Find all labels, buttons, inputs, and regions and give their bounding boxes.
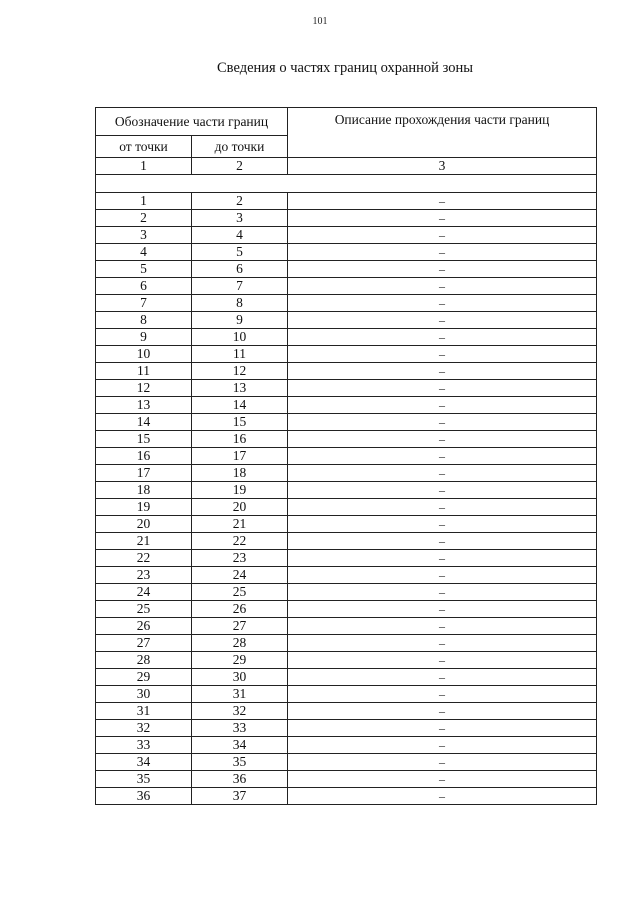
table-row (96, 312, 597, 329)
description-cell: – (288, 380, 597, 397)
table-row (96, 380, 597, 397)
to-point-cell: 8 (192, 295, 288, 312)
to-point-cell: 26 (192, 601, 288, 618)
to-point-cell: 15 (192, 414, 288, 431)
table-row (96, 737, 597, 754)
to-point-cell: 9 (192, 312, 288, 329)
description-cell: – (288, 414, 597, 431)
to-point-cell: 27 (192, 618, 288, 635)
from-point-cell: 25 (96, 601, 192, 618)
table-row (96, 686, 597, 703)
to-point-cell: 35 (192, 754, 288, 771)
table-row (96, 193, 597, 210)
table-row (96, 295, 597, 312)
to-point-cell: 4 (192, 227, 288, 244)
to-point-cell: 33 (192, 720, 288, 737)
to-point-cell: 19 (192, 482, 288, 499)
description-cell: – (288, 618, 597, 635)
header-to-point: до точки (192, 136, 288, 158)
from-point-cell: 18 (96, 482, 192, 499)
table-row (96, 584, 597, 601)
table-row (96, 227, 597, 244)
description-cell: – (288, 754, 597, 771)
from-point-cell: 13 (96, 397, 192, 414)
description-cell: – (288, 584, 597, 601)
description-cell: – (288, 788, 597, 805)
table-row (96, 448, 597, 465)
from-point-cell: 29 (96, 669, 192, 686)
table-row (96, 210, 597, 227)
table-row (96, 788, 597, 805)
table-row (96, 652, 597, 669)
from-point-cell: 27 (96, 635, 192, 652)
to-point-cell: 20 (192, 499, 288, 516)
from-point-cell: 20 (96, 516, 192, 533)
from-point-cell: 16 (96, 448, 192, 465)
to-point-cell: 16 (192, 431, 288, 448)
to-point-cell: 5 (192, 244, 288, 261)
table-row (96, 363, 597, 380)
from-point-cell: 6 (96, 278, 192, 295)
table-row (96, 244, 597, 261)
description-cell: – (288, 278, 597, 295)
table-row (96, 414, 597, 431)
description-cell: – (288, 771, 597, 788)
from-point-cell: 5 (96, 261, 192, 278)
from-point-cell: 9 (96, 329, 192, 346)
from-point-cell: 35 (96, 771, 192, 788)
description-cell: – (288, 737, 597, 754)
to-point-cell: 37 (192, 788, 288, 805)
section-separator-row (96, 175, 597, 193)
to-point-cell: 10 (192, 329, 288, 346)
from-point-cell: 30 (96, 686, 192, 703)
table-row (96, 771, 597, 788)
table-row (96, 635, 597, 652)
from-point-cell: 34 (96, 754, 192, 771)
to-point-cell: 21 (192, 516, 288, 533)
description-cell: – (288, 329, 597, 346)
description-cell: – (288, 482, 597, 499)
description-cell: – (288, 567, 597, 584)
description-cell: – (288, 601, 597, 618)
description-cell: – (288, 346, 597, 363)
table-row (96, 499, 597, 516)
to-point-cell: 23 (192, 550, 288, 567)
to-point-cell: 32 (192, 703, 288, 720)
from-point-cell: 23 (96, 567, 192, 584)
from-point-cell: 7 (96, 295, 192, 312)
from-point-cell: 32 (96, 720, 192, 737)
description-cell: – (288, 669, 597, 686)
column-number-row (96, 158, 597, 175)
table-row (96, 516, 597, 533)
table-row (96, 533, 597, 550)
page-number: 101 (312, 16, 328, 27)
description-cell: – (288, 652, 597, 669)
from-point-cell: 2 (96, 210, 192, 227)
boundary-table-body (96, 108, 597, 805)
boundary-table (95, 107, 597, 805)
description-cell: – (288, 448, 597, 465)
from-point-cell: 21 (96, 533, 192, 550)
header-description: Описание прохождения части границ (288, 108, 597, 158)
description-cell: – (288, 703, 597, 720)
to-point-cell: 18 (192, 465, 288, 482)
table-row (96, 550, 597, 567)
to-point-cell: 30 (192, 669, 288, 686)
to-point-cell: 36 (192, 771, 288, 788)
to-point-cell: 17 (192, 448, 288, 465)
from-point-cell: 4 (96, 244, 192, 261)
from-point-cell: 3 (96, 227, 192, 244)
table-row (96, 567, 597, 584)
description-cell: – (288, 533, 597, 550)
to-point-cell: 24 (192, 567, 288, 584)
from-point-cell: 15 (96, 431, 192, 448)
from-point-cell: 8 (96, 312, 192, 329)
from-point-cell: 12 (96, 380, 192, 397)
to-point-cell: 14 (192, 397, 288, 414)
from-point-cell: 24 (96, 584, 192, 601)
description-cell: – (288, 312, 597, 329)
description-cell: – (288, 431, 597, 448)
from-point-cell: 31 (96, 703, 192, 720)
to-point-cell: 29 (192, 652, 288, 669)
description-cell: – (288, 261, 597, 278)
description-cell: – (288, 720, 597, 737)
from-point-cell: 22 (96, 550, 192, 567)
column-number-2: 2 (192, 158, 288, 175)
to-point-cell: 25 (192, 584, 288, 601)
to-point-cell: 34 (192, 737, 288, 754)
table-row (96, 618, 597, 635)
table-row (96, 754, 597, 771)
to-point-cell: 12 (192, 363, 288, 380)
description-cell: – (288, 363, 597, 380)
description-cell: – (288, 295, 597, 312)
column-number-3: 3 (288, 158, 597, 175)
description-cell: – (288, 499, 597, 516)
table-row (96, 397, 597, 414)
table-row (96, 601, 597, 618)
description-cell: – (288, 686, 597, 703)
header-boundary-designation: Обозначение части границ (96, 108, 288, 136)
to-point-cell: 7 (192, 278, 288, 295)
section-separator-cell (96, 175, 597, 193)
page-title: Сведения о частях границ охранной зоны (217, 60, 473, 76)
table-row (96, 703, 597, 720)
to-point-cell: 13 (192, 380, 288, 397)
from-point-cell: 28 (96, 652, 192, 669)
to-point-cell: 3 (192, 210, 288, 227)
to-point-cell: 22 (192, 533, 288, 550)
description-cell: – (288, 635, 597, 652)
column-number-1: 1 (96, 158, 192, 175)
from-point-cell: 14 (96, 414, 192, 431)
table-row (96, 465, 597, 482)
to-point-cell: 11 (192, 346, 288, 363)
description-cell: – (288, 227, 597, 244)
table-row (96, 482, 597, 499)
from-point-cell: 17 (96, 465, 192, 482)
table-row (96, 720, 597, 737)
table-header-row (96, 108, 597, 136)
header-from-point: от точки (96, 136, 192, 158)
description-cell: – (288, 244, 597, 261)
table-row (96, 329, 597, 346)
description-cell: – (288, 516, 597, 533)
table-row (96, 669, 597, 686)
description-cell: – (288, 465, 597, 482)
from-point-cell: 1 (96, 193, 192, 210)
description-cell: – (288, 193, 597, 210)
to-point-cell: 28 (192, 635, 288, 652)
from-point-cell: 33 (96, 737, 192, 754)
description-cell: – (288, 550, 597, 567)
description-cell: – (288, 397, 597, 414)
from-point-cell: 26 (96, 618, 192, 635)
description-cell: – (288, 210, 597, 227)
table-row (96, 261, 597, 278)
table-row (96, 346, 597, 363)
from-point-cell: 11 (96, 363, 192, 380)
to-point-cell: 2 (192, 193, 288, 210)
from-point-cell: 10 (96, 346, 192, 363)
from-point-cell: 36 (96, 788, 192, 805)
to-point-cell: 31 (192, 686, 288, 703)
to-point-cell: 6 (192, 261, 288, 278)
table-row (96, 431, 597, 448)
table-row (96, 278, 597, 295)
from-point-cell: 19 (96, 499, 192, 516)
